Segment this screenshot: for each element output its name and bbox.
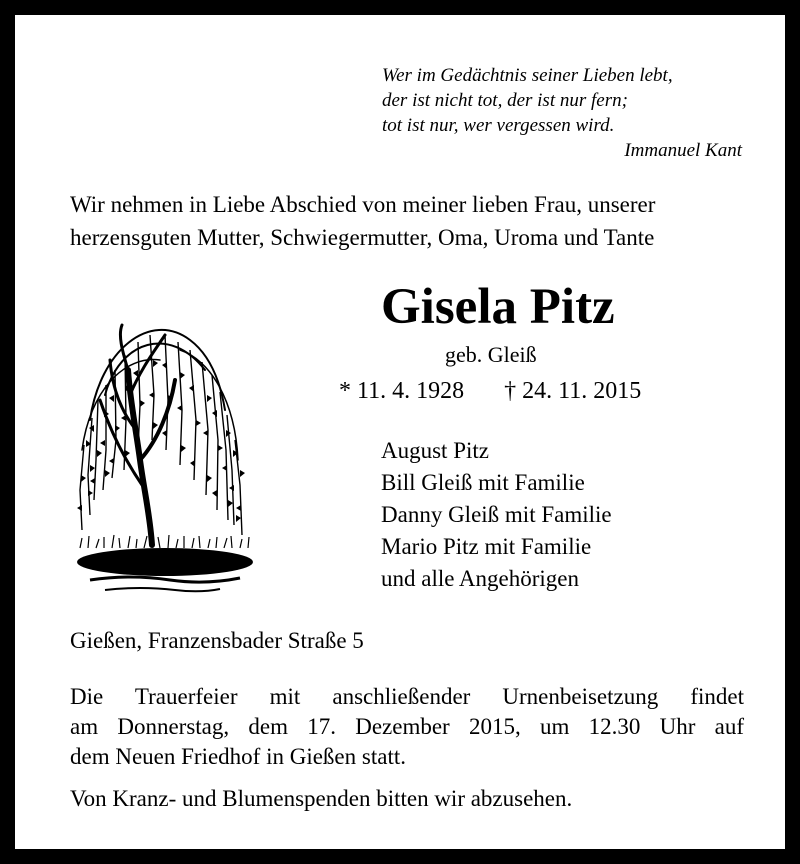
intro-line: Wir nehmen in Liebe Abschied von meiner lieben Frau, unserer [70,192,656,217]
deceased-name: Gisela Pitz [381,279,615,335]
ceremony-line: dem Neuen Friedhof in Gießen statt. [70,744,406,769]
ceremony-notice [70,682,744,772]
closing-note: Von Kranz- und Blumenspenden bitten wir abzusehen. [70,786,573,811]
weeping-willow-icon [70,300,260,600]
intro-line: herzensguten Mutter, Schwiegermutter, Oma, Uroma und Tante [70,225,655,250]
quote-line: der ist nicht tot, der ist nur fern; [382,90,628,111]
mourners-list [381,435,612,595]
quote-author: Immanuel Kant [624,140,742,161]
quote-line: Wer im Gedächtnis seiner Lieben lebt, [382,65,673,86]
birth-name: geb. Gleiß [445,342,537,367]
family-address: Gießen, Franzensbader Straße 5 [70,628,364,653]
quote-block [382,63,752,163]
mourner-item: August Pitz [381,438,489,463]
birth-date: * 11. 4. 1928 [339,378,465,404]
mourner-item: Bill Gleiß mit Familie [381,470,585,495]
life-dates [339,375,641,407]
intro-text [70,188,760,254]
ceremony-line: Die Trauerfeier mit anschließender Urnenbeisetzung findet [70,684,744,709]
mourner-item: Mario Pitz mit Familie [381,534,592,559]
obituary-card [13,13,787,851]
death-date: † 24. 11. 2015 [504,378,642,404]
mourner-item: Danny Gleiß mit Familie [381,502,612,527]
quote-line: tot ist nur, wer vergessen wird. [382,115,615,136]
mourner-item: und alle Angehörigen [381,566,580,591]
ceremony-line: am Donnerstag, dem 17. Dezember 2015, um 12.30 Uhr auf [70,714,744,739]
